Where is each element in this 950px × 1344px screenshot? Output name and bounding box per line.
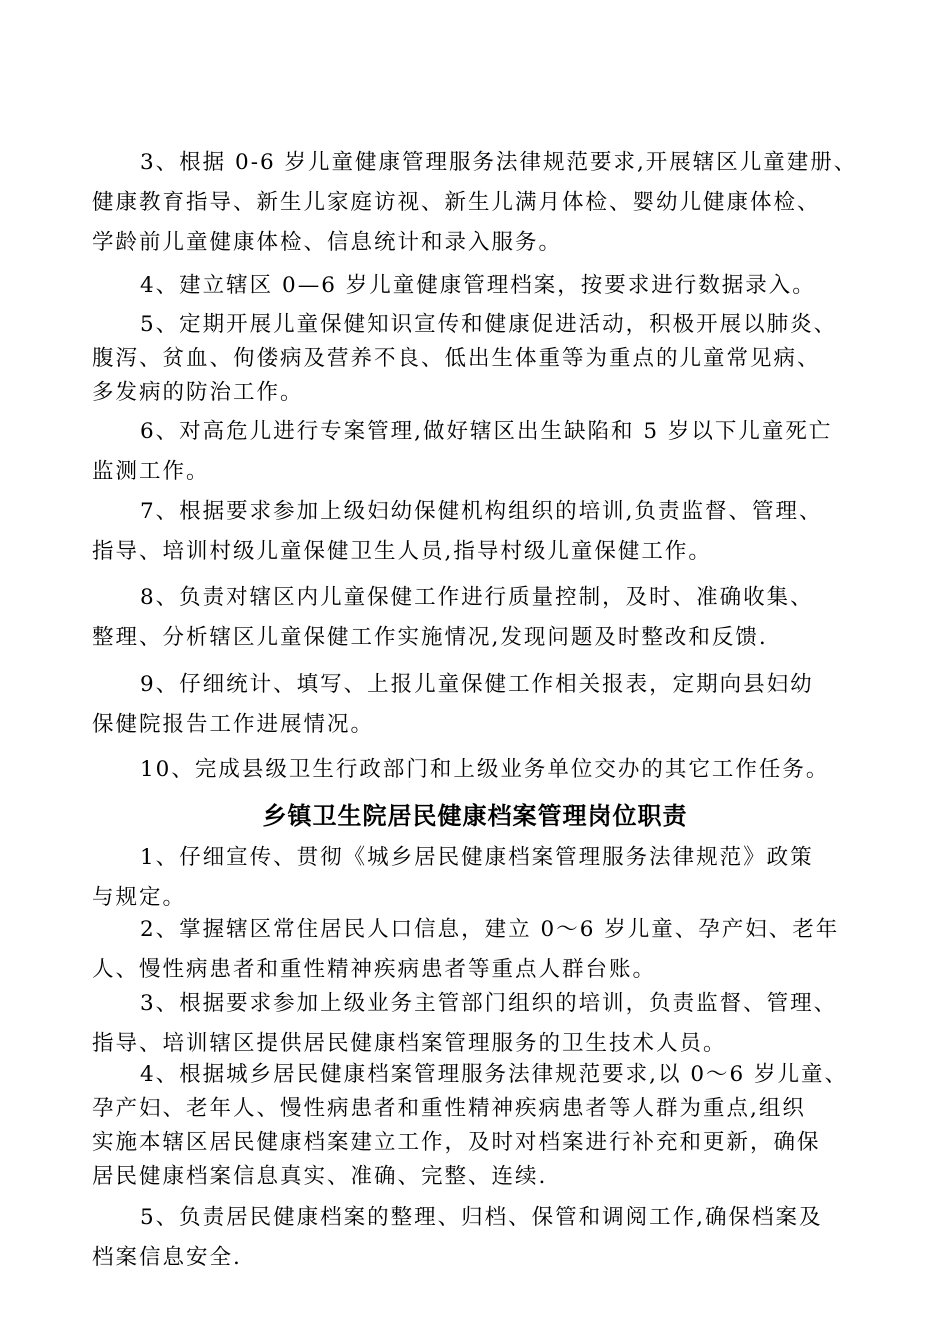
duty-line: 8、负责对辖区内儿童保健工作进行质量控制，及时、准确收集、 <box>140 585 814 610</box>
duty-line: 10、完成县级卫生行政部门和上级业务单位交办的其它工作任务。 <box>140 757 830 782</box>
duty-line: 整理、分析辖区儿童保健工作实施情况,发现问题及时整改和反馈. <box>92 625 768 650</box>
duty-item-4 <box>92 266 882 306</box>
duty-line: 指导、培训村级儿童保健卫生人员,指导村级儿童保健工作。 <box>92 539 712 564</box>
duty-line: 3、根据要求参加上级业务主管部门组织的培训，负责监督、管理、 <box>140 991 838 1016</box>
duty-line: 2、掌握辖区常住居民人口信息，建立 0～6 岁儿童、孕产妇、老年 <box>140 917 840 942</box>
duty-line: 实施本辖区居民健康档案建立工作，及时对档案进行补充和更新，确保 <box>92 1130 821 1155</box>
duty-line: 人、慢性病患者和重性精神疾病患者等重点人群台账。 <box>92 957 657 982</box>
duty-line: 6、对高危儿进行专案管理,做好辖区出生缺陷和 5 岁以下儿童死亡 <box>140 419 833 444</box>
duty-item-10 <box>92 750 882 790</box>
duty-item-3 <box>92 143 882 263</box>
duty-line: 7、根据要求参加上级妇幼保健机构组织的培训,负责监督、管理、 <box>140 499 823 524</box>
duty-item-9 <box>92 665 882 745</box>
duty-line: 居民健康档案信息真实、准确、完整、连续. <box>92 1164 548 1189</box>
duty-item-7 <box>92 492 882 572</box>
duty-line: 腹泻、贫血、佝偻病及营养不良、低出生体重等为重点的儿童常见病、 <box>92 346 821 371</box>
duty-line: 指导、培训辖区提供居民健康档案管理服务的卫生技术人员。 <box>92 1031 727 1056</box>
duty-line: 9、仔细统计、填写、上报儿童保健工作相关报表，定期向县妇幼 <box>140 672 814 697</box>
duty-item-5 <box>92 308 882 410</box>
duty-item-6 <box>92 412 882 492</box>
duty-line: 学龄前儿童健康体检、信息统计和录入服务。 <box>92 230 563 255</box>
records-item-3 <box>92 984 882 1064</box>
records-item-1 <box>92 838 882 918</box>
records-item-2 <box>92 910 882 990</box>
duty-line: 与规定。 <box>92 885 187 910</box>
records-item-5 <box>92 1198 882 1278</box>
duty-line: 1、仔细宣传、贯彻《城乡居民健康档案管理服务法律规范》政策 <box>140 845 814 870</box>
duty-line: 保健院报告工作进展情况。 <box>92 712 375 737</box>
duty-line: 5、负责居民健康档案的整理、归档、保管和调阅工作,确保档案及 <box>140 1205 823 1230</box>
duty-line: 4、根据城乡居民健康档案管理服务法律规范要求,以 0～6 岁儿童、 <box>140 1062 849 1087</box>
duty-line: 监测工作。 <box>92 459 210 484</box>
duty-line: 5、定期开展儿童保健知识宣传和健康促进活动，积极开展以肺炎、 <box>140 312 838 337</box>
duty-line: 健康教育指导、新生儿家庭访视、新生儿满月体检、婴幼儿健康体检、 <box>92 190 821 215</box>
duty-line: 档案信息安全. <box>92 1245 242 1270</box>
records-item-4 <box>92 1058 882 1194</box>
duty-line: 4、建立辖区 0—6 岁儿童健康管理档案，按要求进行数据录入。 <box>140 273 816 298</box>
duty-item-8 <box>92 578 882 658</box>
duty-line: 孕产妇、老年人、慢性病患者和重性精神疾病患者等人群为重点,组织 <box>92 1096 806 1121</box>
section-heading: 乡镇卫生院居民健康档案管理岗位职责 <box>262 802 688 830</box>
duty-line: 多发病的防治工作。 <box>92 380 304 405</box>
duty-line: 3、根据 0-6 岁儿童健康管理服务法律规范要求,开展辖区儿童建册、 <box>140 150 858 175</box>
